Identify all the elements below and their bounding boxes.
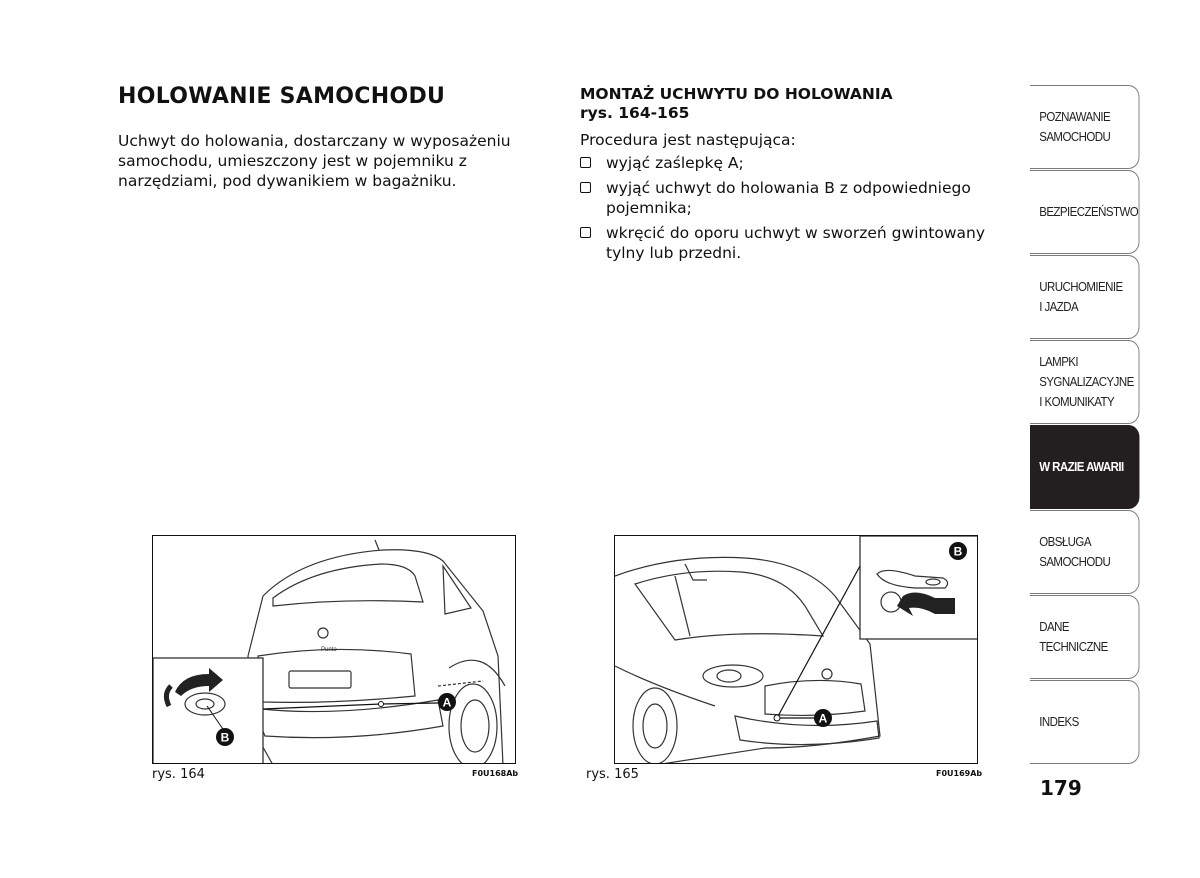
- procedure-intro: Procedura jest następująca:: [580, 131, 796, 149]
- figure-165-illustration: [614, 535, 978, 764]
- checkbox-bullet-icon: [580, 227, 591, 238]
- checkbox-bullet-icon: [580, 182, 591, 193]
- figure-164-code: F0U168Ab: [472, 769, 519, 778]
- page-number: 179: [1040, 776, 1082, 800]
- subsection-title: [580, 85, 893, 123]
- procedure-step: [580, 223, 1000, 263]
- marker-a: [438, 693, 456, 711]
- tab-obsluga-samochodu[interactable]: OBSŁUGA SAMOCHODU: [1030, 510, 1139, 594]
- figure-164-caption: rys. 164: [152, 767, 205, 782]
- checkbox-bullet-icon: [580, 157, 591, 168]
- punto-badge: Punto: [321, 647, 337, 653]
- figure-164-illustration: [152, 535, 516, 764]
- subsection-title-main: MONTAŻ UCHWYTU DO HOLOWANIA: [580, 85, 893, 103]
- subsection-title-ref: rys. 164-165: [580, 104, 690, 122]
- step-text: wkręcić do oporu uchwyt w sworzeń gwintowany tylny lub przedni.: [606, 224, 986, 262]
- marker-b: [949, 542, 967, 560]
- marker-a: [814, 709, 832, 727]
- step-text: wyjąć uchwyt do holowania B z odpowiedniego pojemnika;: [606, 179, 971, 217]
- svg-text:B: B: [953, 544, 963, 559]
- procedure-step: [580, 178, 1000, 218]
- tab-uruchomienie-i-jazda[interactable]: URUCHOMIENIE I JAZDA: [1030, 255, 1139, 339]
- tab-lampki-sygnalizacyjne[interactable]: LAMPKI SYGNALIZACYJNE I KOMUNIKATY: [1030, 340, 1139, 424]
- car-rear-drawing: [153, 536, 516, 764]
- svg-text:A: A: [442, 695, 452, 710]
- tab-poznawanie-samochodu[interactable]: POZNAWANIE SAMOCHODU: [1030, 85, 1139, 169]
- tab-bezpieczenstwo[interactable]: BEZPIECZEŃSTWO: [1030, 170, 1139, 254]
- figure-165-caption: rys. 165: [586, 767, 639, 782]
- svg-text:B: B: [220, 730, 230, 745]
- procedure-steps: [580, 153, 1000, 268]
- intro-paragraph: Uchwyt do holowania, dostarczany w wyposażeniu samochodu, umieszczony jest w pojemniku z narzędziami, pod dywanikiem w bagażniku.: [118, 132, 511, 190]
- figure-165-code: F0U169Ab: [936, 769, 983, 778]
- procedure-step: [580, 153, 1000, 173]
- tab-w-razie-awarii[interactable]: W RAZIE AWARII: [1030, 425, 1139, 509]
- svg-text:A: A: [818, 711, 828, 726]
- tab-dane-techniczne[interactable]: DANE TECHNICZNE: [1030, 595, 1139, 679]
- step-text: wyjąć zaślepkę A;: [606, 154, 744, 172]
- section-title: HOLOWANIE SAMOCHODU: [118, 84, 446, 109]
- marker-b: [216, 728, 234, 746]
- car-front-drawing: [615, 536, 978, 764]
- tab-indeks[interactable]: INDEKS: [1030, 680, 1139, 764]
